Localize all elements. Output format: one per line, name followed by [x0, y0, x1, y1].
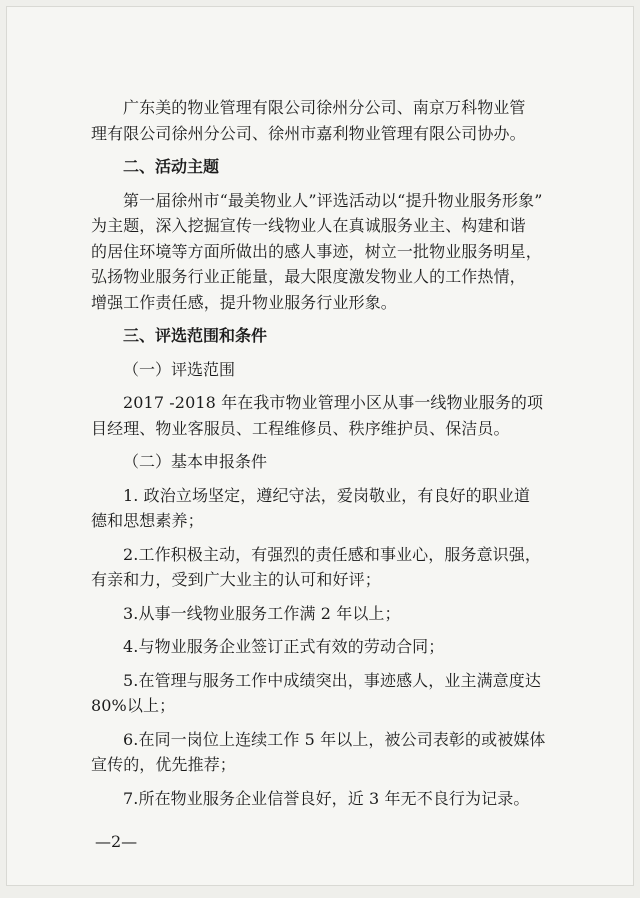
intro-paragraph	[91, 95, 561, 146]
text-line: 2017 -2018 年在我市物业管理小区从事一线物业服务的项	[123, 393, 544, 412]
text-line: 增强工作责任感，提升物业服务行业形象。	[91, 292, 397, 312]
text-line: 的居住环境等方面所做出的感人事迹，树立一批物业服务明星，	[91, 241, 542, 261]
text-line: 5.在管理与服务工作中成绩突出，事迹感人，业主满意度达	[123, 670, 541, 690]
section-heading-scope: 三、评选范围和条件	[123, 326, 268, 345]
scope-paragraph	[91, 390, 561, 441]
condition-item	[91, 601, 561, 627]
subheading-conditions: （二）基本申报条件	[123, 452, 268, 471]
subheading-scope: （一）评选范围	[123, 359, 236, 379]
page-number: —2—	[95, 832, 138, 851]
theme-paragraph	[91, 188, 561, 316]
text-line: 3.从事一线物业服务工作满 2 年以上；	[123, 603, 401, 623]
text-line: 目经理、物业客服员、工程维修员、秩序维护员、保洁员。	[91, 418, 510, 438]
text-line: 1. 政治立场坚定，遵纪守法，爱岗敬业，有良好的职业道	[123, 485, 531, 505]
text-line: 2.工作积极主动，有强烈的责任感和事业心，服务意识强，	[123, 544, 541, 564]
condition-item	[91, 542, 561, 593]
text-line: 宣传的，优先推荐；	[91, 755, 236, 774]
text-line: 80%以上；	[91, 696, 176, 715]
section-heading-theme: 二、活动主题	[123, 157, 220, 176]
text-line: 4.与物业服务企业签订正式有效的劳动合同；	[123, 637, 445, 656]
condition-item	[91, 727, 561, 778]
condition-item	[91, 786, 561, 812]
text-line: 有亲和力，受到广大业主的认可和好评；	[91, 570, 381, 589]
text-line: 弘扬物业服务行业正能量，最大限度激发物业人的工作热情，	[91, 267, 526, 286]
condition-item	[91, 634, 561, 660]
text-line: 第一届徐州市“最美物业人”评选活动以“提升物业服务形象”	[123, 190, 543, 210]
condition-item	[91, 483, 561, 534]
text-line: 广东美的物业管理有限公司徐州分公司、南京万科物业管	[123, 98, 526, 117]
text-line: 德和思想素养；	[91, 511, 204, 530]
text-line: 7.所在物业服务企业信誉良好，近 3 年无不良行为记录。	[123, 788, 530, 808]
document-body	[91, 95, 561, 811]
document-page	[6, 6, 634, 886]
text-line: 6.在同一岗位上连续工作 5 年以上，被公司表彰的或被媒体	[123, 729, 546, 749]
condition-item	[91, 668, 561, 719]
text-line: 理有限公司徐州分公司、徐州市嘉利物业管理有限公司协办。	[91, 123, 526, 143]
text-line: 为主题，深入挖掘宣传一线物业人在真诚服务业主、构建和谐	[91, 216, 526, 235]
